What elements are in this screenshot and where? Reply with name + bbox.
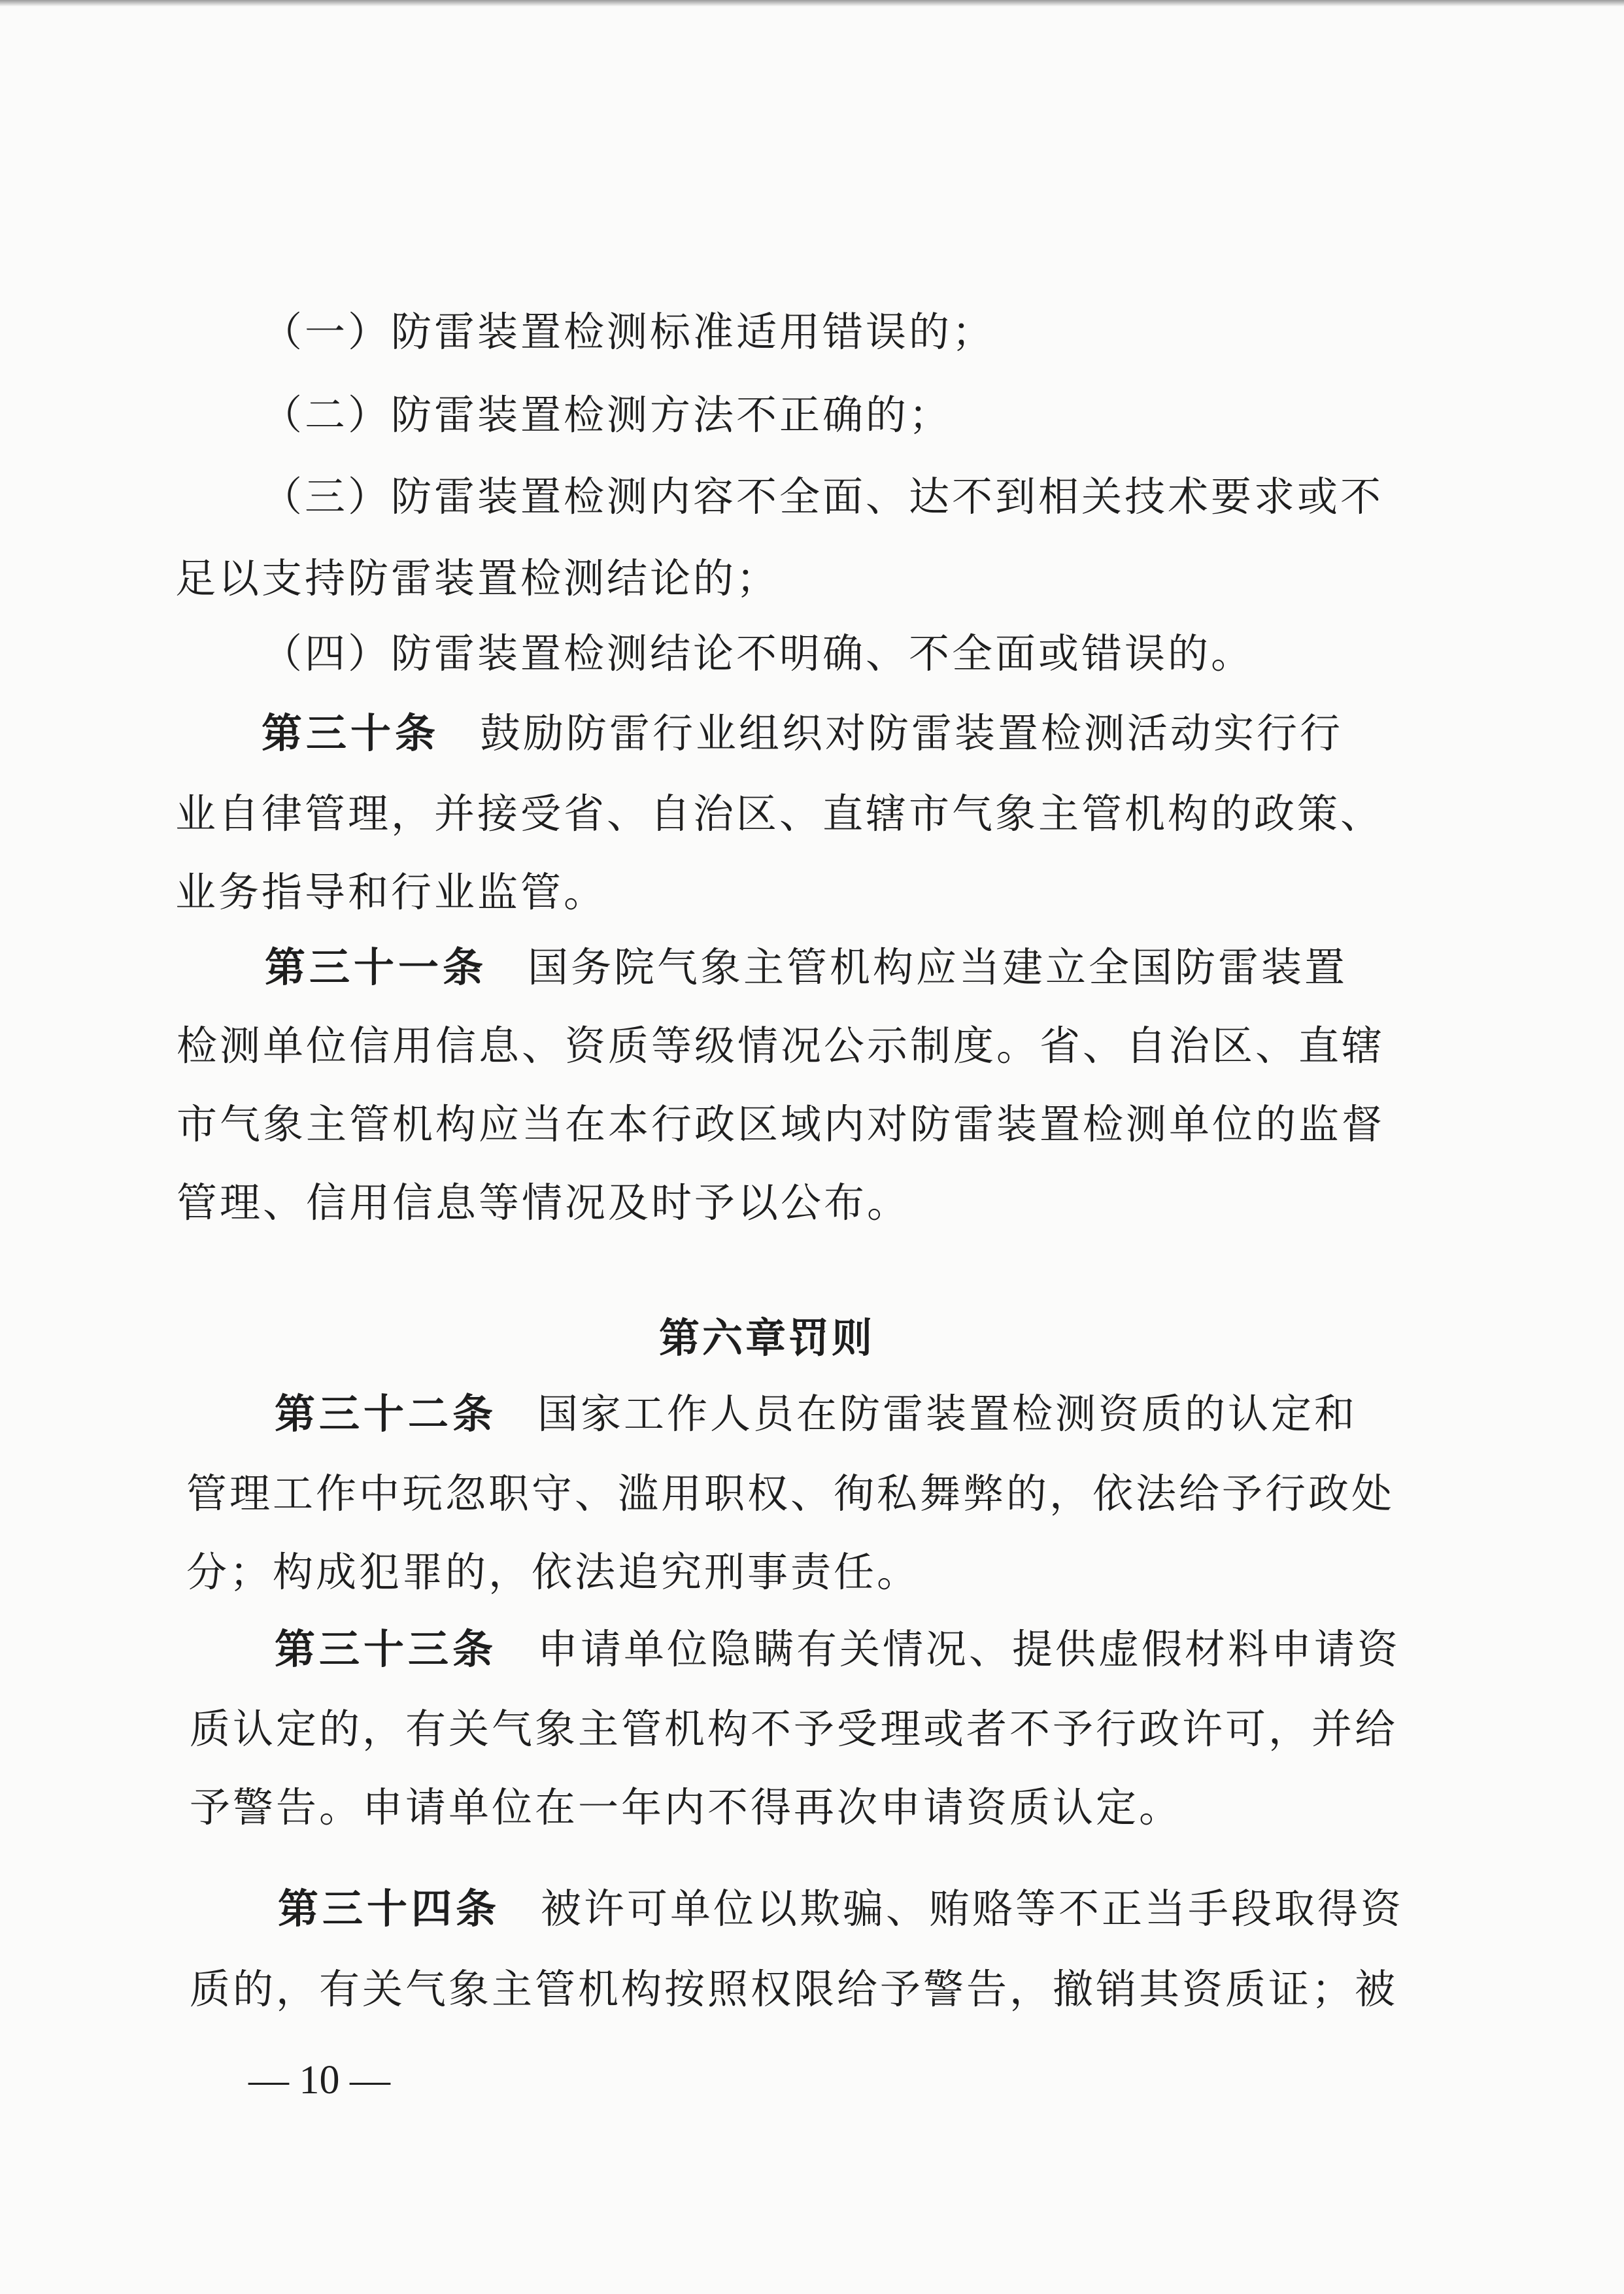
article-32-heading: 第三十二条 bbox=[275, 1390, 498, 1438]
list-item-3-line-2: 足以支持防雷装置检测结论的； bbox=[175, 554, 780, 602]
article-31-line-3: 市气象主管机构应当在本行政区域内对防雷装置检测单位的监督 bbox=[177, 1100, 1385, 1148]
article-31-line-2: 检测单位信用信息、资质等级情况公示制度。省、自治区、直辖 bbox=[177, 1022, 1385, 1070]
article-30-line-2: 业自律管理，并接受省、自治区、直辖市气象主管机构的政策、 bbox=[175, 790, 1384, 837]
article-30-line-3: 业务指导和行业监管。 bbox=[175, 868, 607, 916]
article-31-line-4: 管理、信用信息等情况及时予以公布。 bbox=[177, 1179, 911, 1226]
article-33-text-1: 申请单位隐瞒有关情况、提供虚假材料申请资 bbox=[537, 1625, 1401, 1673]
article-32-line-1 bbox=[275, 1388, 1357, 1440]
article-34-line-2: 质的，有关气象主管机构按照权限给予警告，撤销其资质证；被 bbox=[190, 1965, 1398, 2013]
article-30-text-1: 鼓励防雷行业组织对防雷装置检测活动实行行 bbox=[480, 709, 1344, 757]
page-number: — 10 — bbox=[248, 2058, 390, 2102]
article-32-line-2: 管理工作中玩忽职守、滥用职权、徇私舞弊的，依法给予行政处 bbox=[186, 1470, 1395, 1517]
chapter-title: 罚则 bbox=[788, 1314, 875, 1362]
article-30-heading: 第三十条 bbox=[262, 709, 440, 757]
article-33-line-2: 质认定的，有关气象主管机构不予受理或者不予行政许可，并给 bbox=[190, 1705, 1398, 1753]
list-item-3-line-1: （三）防雷装置检测内容不全面、达不到相关技术要求或不 bbox=[262, 473, 1384, 520]
article-34-line-1 bbox=[278, 1883, 1404, 1935]
list-item-2: （二）防雷装置检测方法不正确的； bbox=[262, 391, 953, 439]
article-32-text-1: 国家工作人员在防雷装置检测资质的认定和 bbox=[537, 1390, 1358, 1438]
article-33-line-1 bbox=[275, 1623, 1400, 1676]
chapter-heading bbox=[659, 1312, 875, 1364]
article-33-line-3: 予警告。申请单位在一年内不得再次申请资质认定。 bbox=[190, 1783, 1183, 1831]
article-34-text-1: 被许可单位以欺骗、贿赂等不正当手段取得资 bbox=[541, 1885, 1404, 1932]
article-31-line-1 bbox=[265, 941, 1347, 994]
article-33-heading: 第三十三条 bbox=[275, 1625, 498, 1673]
chapter-number: 第六章 bbox=[659, 1314, 789, 1362]
article-32-line-3: 分；构成犯罪的，依法追究刑事责任。 bbox=[186, 1548, 921, 1596]
article-34-heading: 第三十四条 bbox=[278, 1885, 501, 1932]
list-item-1: （一）防雷装置检测标准适用错误的； bbox=[262, 308, 996, 356]
article-30-line-1 bbox=[262, 707, 1343, 760]
list-item-4: （四）防雷装置检测结论不明确、不全面或错误的。 bbox=[262, 630, 1255, 677]
article-31-heading: 第三十一条 bbox=[265, 943, 488, 991]
scan-edge-shadow bbox=[0, 0, 1624, 7]
article-31-text-1: 国务院气象主管机构应当建立全国防雷装置 bbox=[528, 943, 1348, 991]
